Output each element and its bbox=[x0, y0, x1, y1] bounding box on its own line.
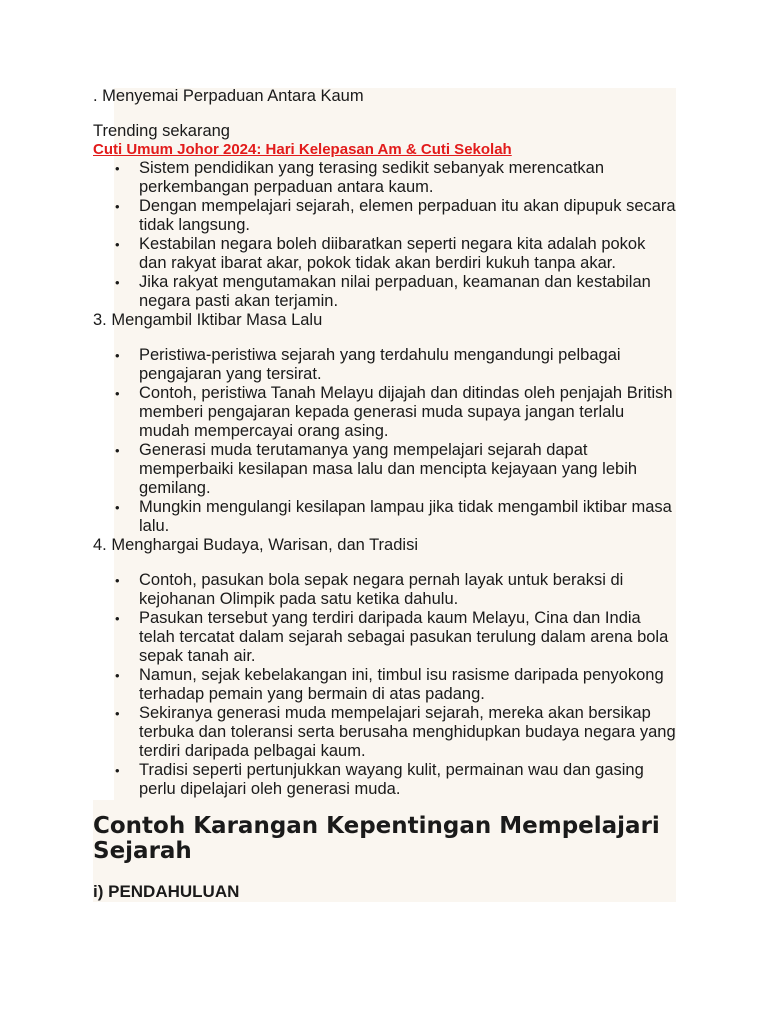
list-item: • Mungkin mengulangi kesilapan lampau jika tidak mengambil iktibar masa lalu. bbox=[139, 498, 676, 536]
heritage-bullet-list bbox=[93, 571, 676, 799]
list-item: • Sistem pendidikan yang terasing sedikit sebanyak merencatkan perkembangan perpaduan antara kaum. bbox=[139, 159, 676, 197]
main-heading: Contoh Karangan Kepentingan Mempelajari Sejarah bbox=[93, 813, 660, 864]
list-item: • Tradisi seperti pertunjukkan wayang kulit, permainan wau dan gasing perlu dipelajari oleh generasi muda. bbox=[139, 761, 676, 799]
trending-label: Trending sekarang bbox=[93, 122, 230, 140]
list-item: • Namun, sejak kebelakangan ini, timbul isu rasisme daripada penyokong terhadap pemain yang bermain di atas padang. bbox=[139, 666, 676, 704]
list-item: • Peristiwa-peristiwa sejarah yang terdahulu mengandungi pelbagai pengajaran yang tersirat. bbox=[139, 346, 676, 384]
trending-article-link[interactable]: Cuti Umum Johor 2024: Hari Kelepasan Am & Cuti Sekolah bbox=[93, 141, 512, 158]
intro-line: . Menyemai Perpaduan Antara Kaum bbox=[93, 87, 364, 105]
list-item: • Pasukan tersebut yang terdiri daripada kaum Melayu, Cina dan India telah tercatat dalam sejarah sebagai pasukan terulung dalam arena bola sepak tanah air. bbox=[139, 609, 676, 666]
unity-bullet-list bbox=[93, 159, 676, 311]
lessons-bullet-list bbox=[93, 346, 676, 536]
introduction-heading: i) PENDAHULUAN bbox=[93, 882, 240, 901]
list-item: • Generasi muda terutamanya yang mempelajari sejarah dapat memperbaiki kesilapan masa lalu dan mencipta kejayaan yang lebih gemilang. bbox=[139, 441, 676, 498]
list-item: • Jika rakyat mengutamakan nilai perpaduan, keamanan dan kestabilan negara pasti akan terjamin. bbox=[139, 273, 676, 311]
list-item: • Dengan mempelajari sejarah, elemen perpaduan itu akan dipupuk secara tidak langsung. bbox=[139, 197, 676, 235]
list-item: • Contoh, pasukan bola sepak negara pernah layak untuk beraksi di kejohanan Olimpik pada satu ketika dahulu. bbox=[139, 571, 676, 609]
list-item: • Contoh, peristiwa Tanah Melayu dijajah dan ditindas oleh penjajah British memberi pengajaran kepada generasi muda supaya jangan terlalu mudah mempercayai orang asing. bbox=[139, 384, 676, 441]
section-3-heading: 3. Mengambil Iktibar Masa Lalu bbox=[93, 311, 323, 329]
section-4-heading: 4. Menghargai Budaya, Warisan, dan Tradisi bbox=[93, 536, 418, 554]
list-item: • Kestabilan negara boleh diibaratkan seperti negara kita adalah pokok dan rakyat ibarat akar, pokok tidak akan berdiri kukuh tanpa akar. bbox=[139, 235, 676, 273]
list-item: • Sekiranya generasi muda mempelajari sejarah, mereka akan bersikap terbuka dan toleransi serta berusaha menghidupkan budaya negara yang terdiri daripada pelbagai kaum. bbox=[139, 704, 676, 761]
article-body bbox=[93, 87, 676, 902]
